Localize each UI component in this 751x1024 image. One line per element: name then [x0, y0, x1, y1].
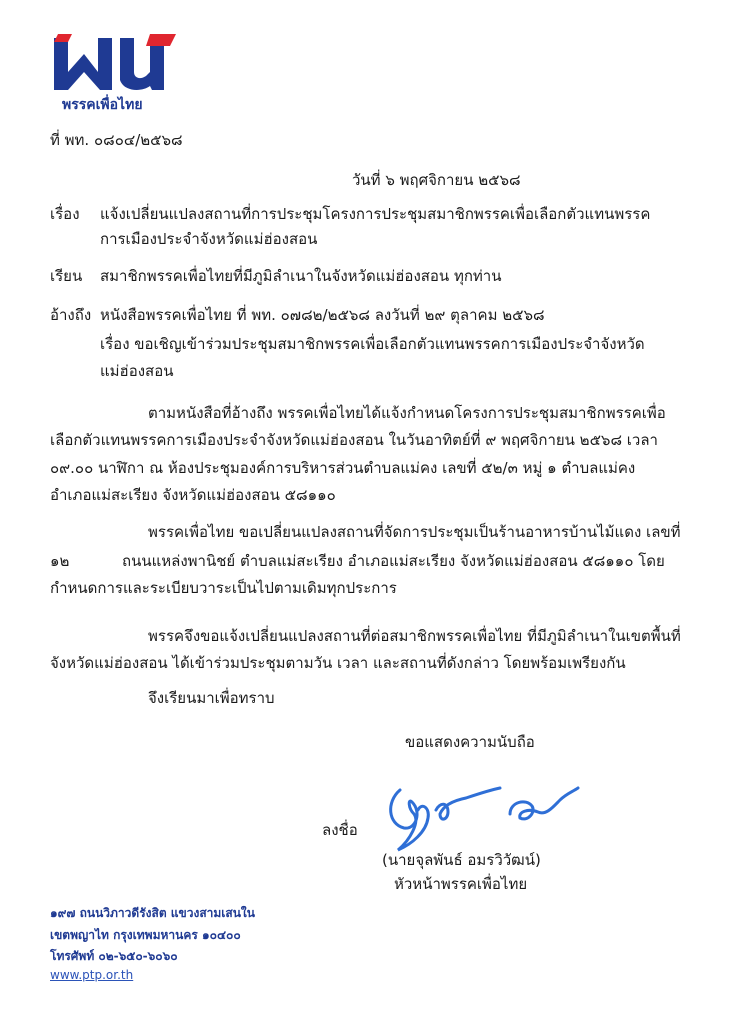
regards-text: ขอแสดงความนับถือ [405, 733, 535, 751]
reference-line-2: เรื่อง ขอเชิญเข้าร่วมประชุมสมาชิกพรรคเพื่อเลือกตัวแทนพรรคการเมืองประจำจังหวัด [100, 335, 645, 353]
reference-line-1: หนังสือพรรคเพื่อไทย ที่ พท. ๐๗๘๒/๒๕๖๘ ลงวันที่ ๒๙ ตุลาคม ๒๕๖๘ [100, 306, 545, 324]
document-number: ที่ พท. ๐๘๐๔/๒๕๖๘ [50, 131, 183, 149]
signer-position: หัวหน้าพรรคเพื่อไทย [394, 875, 528, 893]
signature-image [382, 772, 592, 862]
paragraph-2-line-3: กำหนดการและระเบียบวาระเป็นไปตามเดิมทุกประการ [50, 579, 397, 597]
reference-line-3: แม่ฮ่องสอน [100, 362, 174, 380]
recipient-label: เรียน [50, 267, 83, 285]
paragraph-2-line-2: ถนนแหล่งพานิชย์ ตำบลแม่สะเรียง อำเภอแม่สะเรียง จังหวัดแม่ฮ่องสอน ๕๘๑๑๐ โดย [122, 552, 665, 570]
subject-line-2: การเมืองประจำจังหวัดแม่ฮ่องสอน [100, 230, 318, 248]
footer-address-line-2: เขตพญาไท กรุงเทพมหานคร ๑๐๔๐๐ [50, 928, 241, 942]
paragraph-2-house-number: ๑๒ [50, 552, 70, 570]
paragraph-1-line-1: ตามหนังสือที่อ้างถึง พรรคเพื่อไทยได้แจ้งกำหนดโครงการประชุมสมาชิกพรรคเพื่อ [148, 404, 666, 422]
paragraph-3-line-2: จังหวัดแม่ฮ่องสอน ได้เข้าร่วมประชุมตามวัน เวลา และสถานที่ดังกล่าว โดยพร้อมเพรียงกัน [50, 654, 626, 672]
signer-name: (นายจุลพันธ์ อมรวิวัฒน์) [382, 851, 541, 869]
sign-label: ลงชื่อ [322, 821, 358, 839]
party-logo [50, 32, 190, 122]
paragraph-1-line-4: อำเภอแม่สะเรียง จังหวัดแม่ฮ่องสอน ๕๘๑๑๐ [50, 486, 336, 504]
paragraph-3-line-1: พรรคจึงขอแจ้งเปลี่ยนแปลงสถานที่ต่อสมาชิกพรรคเพื่อไทย ที่มีภูมิลำเนาในเขตพื้นที่ [148, 627, 681, 645]
document-date: วันที่ ๖ พฤศจิกายน ๒๕๖๘ [352, 171, 521, 189]
footer-phone: โทรศัพท์ ๐๒-๖๕๐-๖๐๖๐ [50, 949, 178, 963]
subject-label: เรื่อง [50, 205, 80, 223]
reference-label: อ้างถึง [50, 306, 92, 324]
subject-line-1: แจ้งเปลี่ยนแปลงสถานที่การประชุมโครงการประชุมสมาชิกพรรคเพื่อเลือกตัวแทนพรรค [100, 205, 651, 223]
paragraph-1-line-2: เลือกตัวแทนพรรคการเมืองประจำจังหวัดแม่ฮ่องสอน ในวันอาทิตย์ที่ ๙ พฤศจิกายน ๒๕๖๘ เวลา [50, 431, 658, 449]
footer-address-line-1: ๑๙๗ ถนนวิภาวดีรังสิต แขวงสามเสนใน [50, 906, 255, 920]
party-logo-mark [50, 32, 190, 94]
paragraph-2-line-1: พรรคเพื่อไทย ขอเปลี่ยนแปลงสถานที่จัดการประชุมเป็นร้านอาหารบ้านไม้แดง เลขที่ [148, 523, 681, 541]
paragraph-closing: จึงเรียนมาเพื่อทราบ [148, 689, 275, 707]
paragraph-1-line-3: ๐๙.๐๐ นาฬิกา ณ ห้องประชุมองค์การบริหารส่วนตำบลแม่คง เลขที่ ๕๒/๓ หมู่ ๑ ตำบลแม่คง [50, 459, 636, 477]
recipient-text: สมาชิกพรรคเพื่อไทยที่มีภูมิลำเนาในจังหวัดแม่ฮ่องสอน ทุกท่าน [100, 267, 502, 285]
footer-website-link[interactable]: www.ptp.or.th [50, 968, 134, 982]
logo-text: พรรคเพื่อไทย [62, 97, 143, 113]
